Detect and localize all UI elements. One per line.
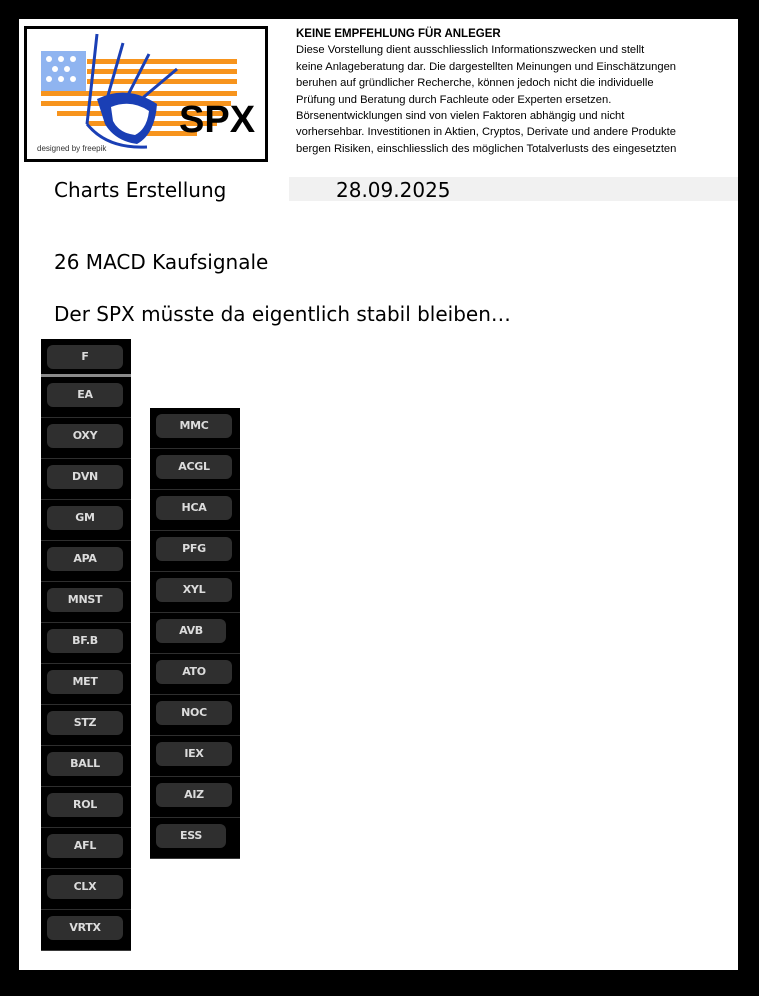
ticker-cell (41, 459, 131, 500)
ticker-cell (150, 408, 240, 449)
ticker-cell (41, 623, 131, 664)
spx-logo (24, 26, 268, 162)
ticker-cell (41, 377, 131, 418)
disclaimer-line: Börsenentwicklungen sind von vielen Faktoren abhängig und nicht (296, 110, 625, 123)
ticker-button[interactable]: PFG (156, 537, 232, 561)
ticker-cell (41, 339, 131, 377)
ticker-button[interactable]: MET (47, 670, 123, 694)
ticker-button[interactable]: BF.B (47, 629, 123, 653)
ticker-cell (150, 613, 240, 654)
signals-headline: 26 MACD Kaufsignale (54, 250, 269, 274)
ticker-cell (150, 736, 240, 777)
logo-credit: designed by freepik (37, 144, 107, 153)
disclaimer-line: vorhersehbar. Investitionen in Aktien, Cryptos, Derivate und andere Produkte (296, 126, 676, 139)
ticker-cell (41, 787, 131, 828)
disclaimer-line: beruhen auf gründlicher Recherche, können jedoch nicht die individuelle (296, 77, 654, 90)
ticker-button[interactable]: MNST (47, 588, 123, 612)
ticker-button[interactable]: HCA (156, 496, 232, 520)
ticker-cell (41, 418, 131, 459)
ticker-button[interactable]: APA (47, 547, 123, 571)
created-row (19, 177, 738, 203)
disclaimer-title: KEINE EMPFEHLUNG FÜR ANLEGER (296, 28, 501, 40)
disclaimer (296, 26, 736, 157)
ticker-cell (41, 910, 131, 951)
ticker-cell (41, 582, 131, 623)
ticker-cell (41, 869, 131, 910)
ticker-cell (150, 818, 240, 859)
ticker-button[interactable]: ROL (47, 793, 123, 817)
ticker-cell (41, 664, 131, 705)
logo-wordmark: SPX (179, 99, 256, 141)
page-sheet (19, 19, 738, 970)
ticker-cell (41, 746, 131, 787)
ticker-cell (150, 531, 240, 572)
ticker-column-2 (150, 408, 240, 859)
ticker-column-1 (41, 339, 131, 951)
disclaimer-line: bergen Risiken, einschliesslich des möglichen Totalverlusts des eingesetzten (296, 142, 677, 155)
ticker-cell (150, 695, 240, 736)
ticker-button[interactable]: XYL (156, 578, 232, 602)
disclaimer-line: Prüfung und Beratung durch Fachleute oder Experten ersetzen. (296, 93, 612, 106)
ticker-button[interactable]: ACGL (156, 455, 232, 479)
created-date-cell (289, 177, 738, 201)
ticker-cell (150, 490, 240, 531)
ticker-button[interactable]: VRTX (47, 916, 123, 940)
ticker-cell (150, 654, 240, 695)
ticker-button[interactable]: NOC (156, 701, 232, 725)
disclaimer-line: keine Anlageberatung dar. Die dargestellten Meinungen und Einschätzungen (296, 60, 677, 73)
ticker-button[interactable]: MMC (156, 414, 232, 438)
ticker-cell (41, 500, 131, 541)
ticker-button[interactable]: AIZ (156, 783, 232, 807)
ticker-button[interactable]: F (47, 345, 123, 369)
ticker-button[interactable]: ATO (156, 660, 232, 684)
ticker-cell (150, 572, 240, 613)
ticker-button[interactable]: AVB (156, 619, 226, 643)
created-date: 28.09.2025 (336, 178, 451, 202)
created-label: Charts Erstellung (54, 178, 227, 202)
ticker-button[interactable]: EA (47, 383, 123, 407)
ticker-button[interactable]: OXY (47, 424, 123, 448)
ticker-button[interactable]: AFL (47, 834, 123, 858)
ticker-cell (41, 828, 131, 869)
ticker-button[interactable]: BALL (47, 752, 123, 776)
ticker-button[interactable]: ESS (156, 824, 226, 848)
ticker-button[interactable]: CLX (47, 875, 123, 899)
ticker-cell (150, 449, 240, 490)
ticker-cell (41, 705, 131, 746)
ticker-button[interactable]: IEX (156, 742, 232, 766)
ticker-cell (150, 777, 240, 818)
comment-headline: Der SPX müsste da eigentlich stabil bleiben… (54, 302, 511, 326)
ticker-button[interactable]: GM (47, 506, 123, 530)
ticker-cell (41, 541, 131, 582)
ticker-button[interactable]: STZ (47, 711, 123, 735)
disclaimer-line: Diese Vorstellung dient ausschliesslich Informationszwecken und stellt (296, 44, 645, 57)
ticker-button[interactable]: DVN (47, 465, 123, 489)
